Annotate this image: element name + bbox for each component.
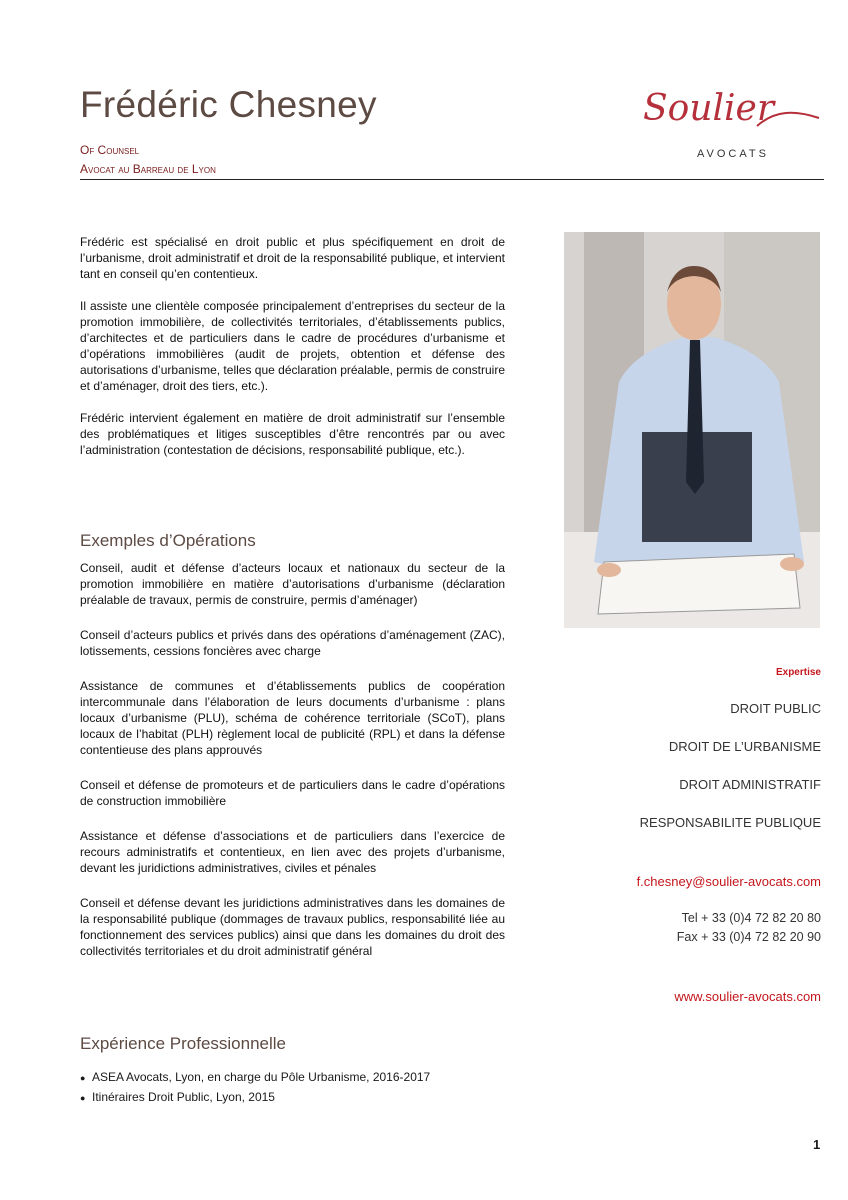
- logo-subtitle: AVOCATS: [697, 148, 769, 160]
- expertise-item: DROIT ADMINISTRATIF: [679, 777, 821, 792]
- email-link[interactable]: f.chesney@soulier-avocats.com: [636, 874, 821, 889]
- page-number: 1: [813, 1137, 821, 1152]
- role-title: Of Counsel: [80, 143, 140, 157]
- list-item: [80, 1088, 430, 1108]
- operations-heading: Exemples d’Opérations: [80, 531, 256, 550]
- operation-item: Conseil et défense de promoteurs et de particuliers dans le cadre d’opérations de construction immobilière: [80, 778, 505, 808]
- intro-paragraph: Frédéric est spécialisé en droit public et plus spécifiquement en droit de l’urbanisme, droit administratif et droit de la responsabilité publique, et intervient tant en conseil qu’en contentieux.: [80, 235, 505, 281]
- operation-item: Assistance et défense d’associations et de particuliers dans l’exercice de recours administratifs et contentieux, en lien avec des projets d’urbanisme, devant les juridictions administratives, civiles et pénales: [80, 829, 505, 875]
- experience-list: [80, 1068, 430, 1108]
- experience-heading: Expérience Professionnelle: [80, 1034, 287, 1053]
- expertise-title: Expertise: [775, 667, 821, 678]
- operation-item: Conseil, audit et défense d’acteurs locaux et nationaux du secteur de la promotion immobilière en matière d’autorisations d’urbanisme (déclaration préalable de travaux, permis de construire, permis d’aménager): [80, 561, 505, 607]
- phone-number: Tel + 33 (0)4 72 82 20 80: [681, 911, 821, 925]
- portrait-illustration: [564, 232, 820, 628]
- intro-section: [80, 234, 505, 458]
- intro-paragraph: Il assiste une clientèle composée principalement d’entreprises du secteur de la promotion immobilière, de collectivités territoriales, d’établissements publics, d’architectes et de particuliers dans le cadre de procédures d’urbanisme et d’opérations immobilières (audit de projets, obtention et défense des autorisations d’urbanisme, telles que déclaration préalable, permis de construire et d’aménager, droit des tiers, etc.).: [80, 299, 505, 393]
- logo-script: Soulier: [643, 88, 775, 129]
- expertise-item: RESPONSABILITE PUBLIQUE: [639, 815, 821, 830]
- soulier-logo: [643, 88, 823, 168]
- expertise-item: DROIT PUBLIC: [730, 701, 821, 716]
- person-name: Frédéric Chesney: [80, 84, 377, 125]
- logo-swash-icon: [755, 108, 821, 132]
- bullet-icon: ●: [80, 1093, 86, 1103]
- experience-item: ASEA Avocats, Lyon, en charge du Pôle Urbanisme, 2016-2017: [92, 1070, 431, 1084]
- header-divider: [80, 179, 824, 180]
- intro-paragraph: Frédéric intervient également en matière de droit administratif sur l’ensemble des problématiques et litiges susceptibles d’être rencontrés par ou avec l’administration (contestation de décisions, responsabilité publique, etc.).: [80, 411, 505, 457]
- experience-item: Itinéraires Droit Public, Lyon, 2015: [92, 1090, 275, 1104]
- operations-list: [80, 560, 505, 959]
- fax-number: Fax + 33 (0)4 72 82 20 90: [676, 930, 821, 944]
- bullet-icon: ●: [80, 1073, 86, 1083]
- bar-affiliation: Avocat au Barreau de Lyon: [80, 162, 216, 176]
- list-item: [80, 1068, 430, 1088]
- expertise-item: DROIT DE L’URBANISME: [668, 739, 821, 754]
- operation-item: Assistance de communes et d’établissements publics de coopération intercommunale dans l’élaboration de leurs documents d’urbanisme : plans locaux d’urbanisme (PLU), schéma de cohérence territoriale (SCoT), plans locaux de l’habitat (PLH) règlement local de publicité (RPL) et dans la défense contentieuse des plans approuvés: [80, 679, 505, 757]
- operation-item: Conseil d’acteurs publics et privés dans des opérations d’aménagement (ZAC), lotissements, cessions foncières avec charge: [80, 628, 505, 658]
- portrait-photo: [564, 232, 820, 628]
- operation-item: Conseil et défense devant les juridictions administratives dans les domaines de la responsabilité publique (dommages de travaux publics, responsabilité liée au fonctionnement des services publics) ainsi que dans les domaines du droit des collectivités territoriales et du droit administratif général: [80, 896, 505, 958]
- website-link[interactable]: www.soulier-avocats.com: [674, 989, 821, 1004]
